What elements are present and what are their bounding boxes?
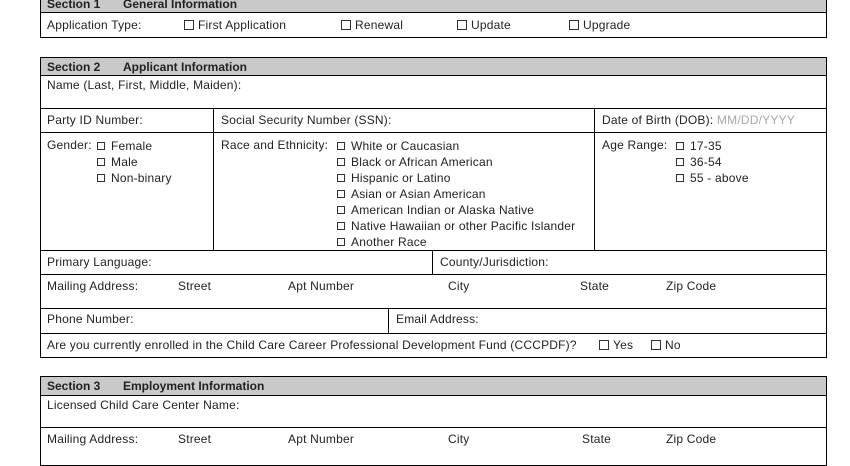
divider <box>432 250 433 274</box>
section-1-header <box>41 0 826 13</box>
section-2-header <box>41 58 826 76</box>
section-2 <box>40 57 827 358</box>
city-label: City <box>448 279 470 293</box>
checkbox-american-indian[interactable] <box>337 206 345 214</box>
divider <box>41 308 826 309</box>
checkbox-age-17-35[interactable] <box>676 142 684 150</box>
age-option[interactable]: 36-54 <box>676 154 749 170</box>
section-2-number: Section 2 <box>47 60 101 74</box>
mailing-address-label: Mailing Address: <box>47 432 139 446</box>
state-label: State <box>582 432 612 446</box>
race-option[interactable]: Native Hawaiian or other Pacific Islander <box>337 218 575 234</box>
divider <box>213 108 214 250</box>
section-3 <box>40 376 827 466</box>
checkbox-age-55-above[interactable] <box>676 174 684 182</box>
apt-number-label: Apt Number <box>288 279 355 293</box>
checkbox-yes[interactable] <box>599 340 609 350</box>
checkbox-male[interactable] <box>97 158 105 166</box>
race-option[interactable]: Black or African American <box>337 154 575 170</box>
option-no[interactable]: No <box>651 338 681 352</box>
apt-number-label: Apt Number <box>288 432 355 446</box>
checkbox-asian[interactable] <box>337 190 345 198</box>
dob-label: Date of Birth (DOB): MM/DD/YYYY <box>602 113 795 127</box>
divider <box>594 108 595 250</box>
race-label: Race and Ethnicity: <box>221 138 329 152</box>
race-option[interactable]: American Indian or Alaska Native <box>337 202 575 218</box>
section-3-header <box>41 377 826 396</box>
checkbox-upgrade[interactable] <box>569 20 579 30</box>
zip-code-label: Zip Code <box>666 279 717 293</box>
checkbox-white[interactable] <box>337 142 345 150</box>
checkbox-female[interactable] <box>97 142 105 150</box>
divider <box>41 274 826 275</box>
divider <box>41 108 826 109</box>
age-option[interactable]: 55 - above <box>676 170 749 186</box>
gender-option-non-binary[interactable]: Non-binary <box>97 170 172 186</box>
center-name-label: Licensed Child Care Center Name: <box>47 398 240 412</box>
gender-label: Gender: <box>47 138 92 152</box>
race-option[interactable]: White or Caucasian <box>337 138 575 154</box>
party-id-label: Party ID Number: <box>47 113 143 127</box>
section-3-number: Section 3 <box>47 379 101 393</box>
zip-code-label: Zip Code <box>666 432 717 446</box>
race-options <box>337 138 575 250</box>
checkbox-hispanic[interactable] <box>337 174 345 182</box>
option-update[interactable]: Update <box>457 18 511 32</box>
section-3-title: Employment Information <box>123 379 265 393</box>
email-address-label: Email Address: <box>396 312 479 326</box>
street-label: Street <box>178 279 212 293</box>
checkbox-non-binary[interactable] <box>97 174 105 182</box>
divider <box>41 250 826 251</box>
checkbox-no[interactable] <box>651 340 661 350</box>
option-first-application[interactable]: First Application <box>184 18 286 32</box>
gender-option-female[interactable]: Female <box>97 138 172 154</box>
divider <box>41 333 826 334</box>
checkbox-black[interactable] <box>337 158 345 166</box>
cccpdf-question: Are you currently enrolled in the Child Care Career Professional Development Fund (CCCPDF)? <box>47 338 577 352</box>
divider <box>41 132 826 133</box>
age-option[interactable]: 17-35 <box>676 138 749 154</box>
option-yes[interactable]: Yes <box>599 338 633 352</box>
option-upgrade[interactable]: Upgrade <box>569 18 630 32</box>
application-type-label: Application Type: <box>47 18 142 32</box>
checkbox-first-application[interactable] <box>184 20 194 30</box>
gender-option-male[interactable]: Male <box>97 154 172 170</box>
age-range-label: Age Range: <box>602 138 668 152</box>
checkbox-another-race[interactable] <box>337 238 345 246</box>
street-label: Street <box>178 432 212 446</box>
ssn-label: Social Security Number (SSN): <box>221 113 392 127</box>
name-field[interactable] <box>41 76 826 108</box>
checkbox-update[interactable] <box>457 20 467 30</box>
primary-language-label: Primary Language: <box>47 255 152 269</box>
section-2-title: Applicant Information <box>123 60 247 74</box>
divider <box>388 308 389 333</box>
section-1 <box>40 0 827 38</box>
checkbox-renewal[interactable] <box>341 20 351 30</box>
phone-number-label: Phone Number: <box>47 312 134 326</box>
name-label: Name (Last, First, Middle, Maiden): <box>47 78 242 92</box>
age-options <box>676 138 749 186</box>
section-1-title: General Information <box>123 0 238 11</box>
mailing-address-label: Mailing Address: <box>47 279 139 293</box>
checkbox-native-hawaiian[interactable] <box>337 222 345 230</box>
race-option[interactable]: Hispanic or Latino <box>337 170 575 186</box>
race-option[interactable]: Asian or Asian American <box>337 186 575 202</box>
race-option[interactable]: Another Race <box>337 234 575 250</box>
state-label: State <box>580 279 610 293</box>
gender-options <box>97 138 172 186</box>
section-1-number: Section 1 <box>47 0 101 11</box>
checkbox-age-36-54[interactable] <box>676 158 684 166</box>
city-label: City <box>448 432 470 446</box>
option-renewal[interactable]: Renewal <box>341 18 403 32</box>
dob-placeholder[interactable]: MM/DD/YYYY <box>716 113 795 127</box>
county-label: County/Jurisdiction: <box>440 255 549 269</box>
divider <box>41 427 826 428</box>
